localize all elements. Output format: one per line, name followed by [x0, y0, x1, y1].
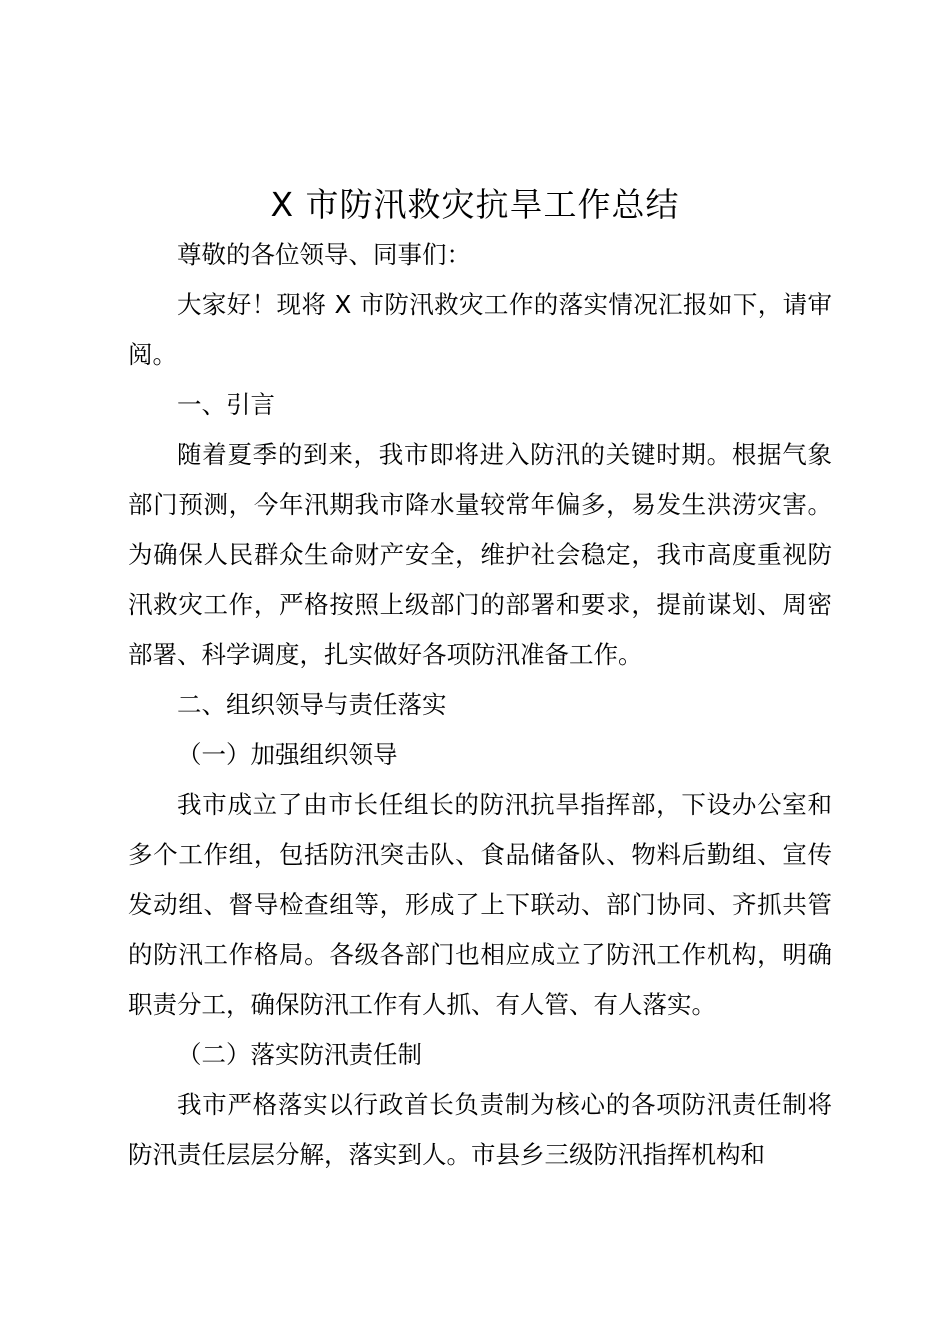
- document-body: [128, 230, 832, 1180]
- salutation: 尊敬的各位领导、同事们：: [177, 240, 471, 269]
- responsibility-paragraph: 我市严格落实以行政首长负责制为核心的各项防汛责任制将防汛责任层层分解，落实到人。市县乡三级防汛指挥机构和: [128, 1090, 832, 1169]
- opening-paragraph: 大家好！现将 X 市防汛救灾工作的落实情况汇报如下，请审阅。: [128, 290, 832, 369]
- document-title: X 市防汛救灾抗旱工作总结: [270, 185, 680, 224]
- leadership-paragraph: 我市成立了由市长任组长的防汛抗旱指挥部，下设办公室和多个工作组，包括防汛突击队、食品储备队、物料后勤组、宣传发动组、督导检查组等，形成了上下联动、部门协同、齐抓共管的防汛工作格局。各级各部门也相应成立了防汛工作机构，明确职责分工，确保防汛工作有人抓、有人管、有人落实。: [128, 790, 832, 1019]
- subsection-heading-leadership: （一）加强组织领导: [177, 740, 398, 769]
- introduction-paragraph: 随着夏季的到来，我市即将进入防汛的关键时期。根据气象部门预测，今年汛期我市降水量较常年偏多，易发生洪涝灾害。为确保人民群众生命财产安全，维护社会稳定，我市高度重视防汛救灾工作，严格按照上级部门的部署和要求，提前谋划、周密部署、科学调度，扎实做好各项防汛准备工作。: [128, 440, 832, 669]
- subsection-heading-responsibility: （二）落实防汛责任制: [177, 1040, 422, 1069]
- section-heading-organization: 二、组织领导与责任落实: [177, 690, 447, 719]
- section-heading-introduction: 一、引言: [177, 390, 275, 419]
